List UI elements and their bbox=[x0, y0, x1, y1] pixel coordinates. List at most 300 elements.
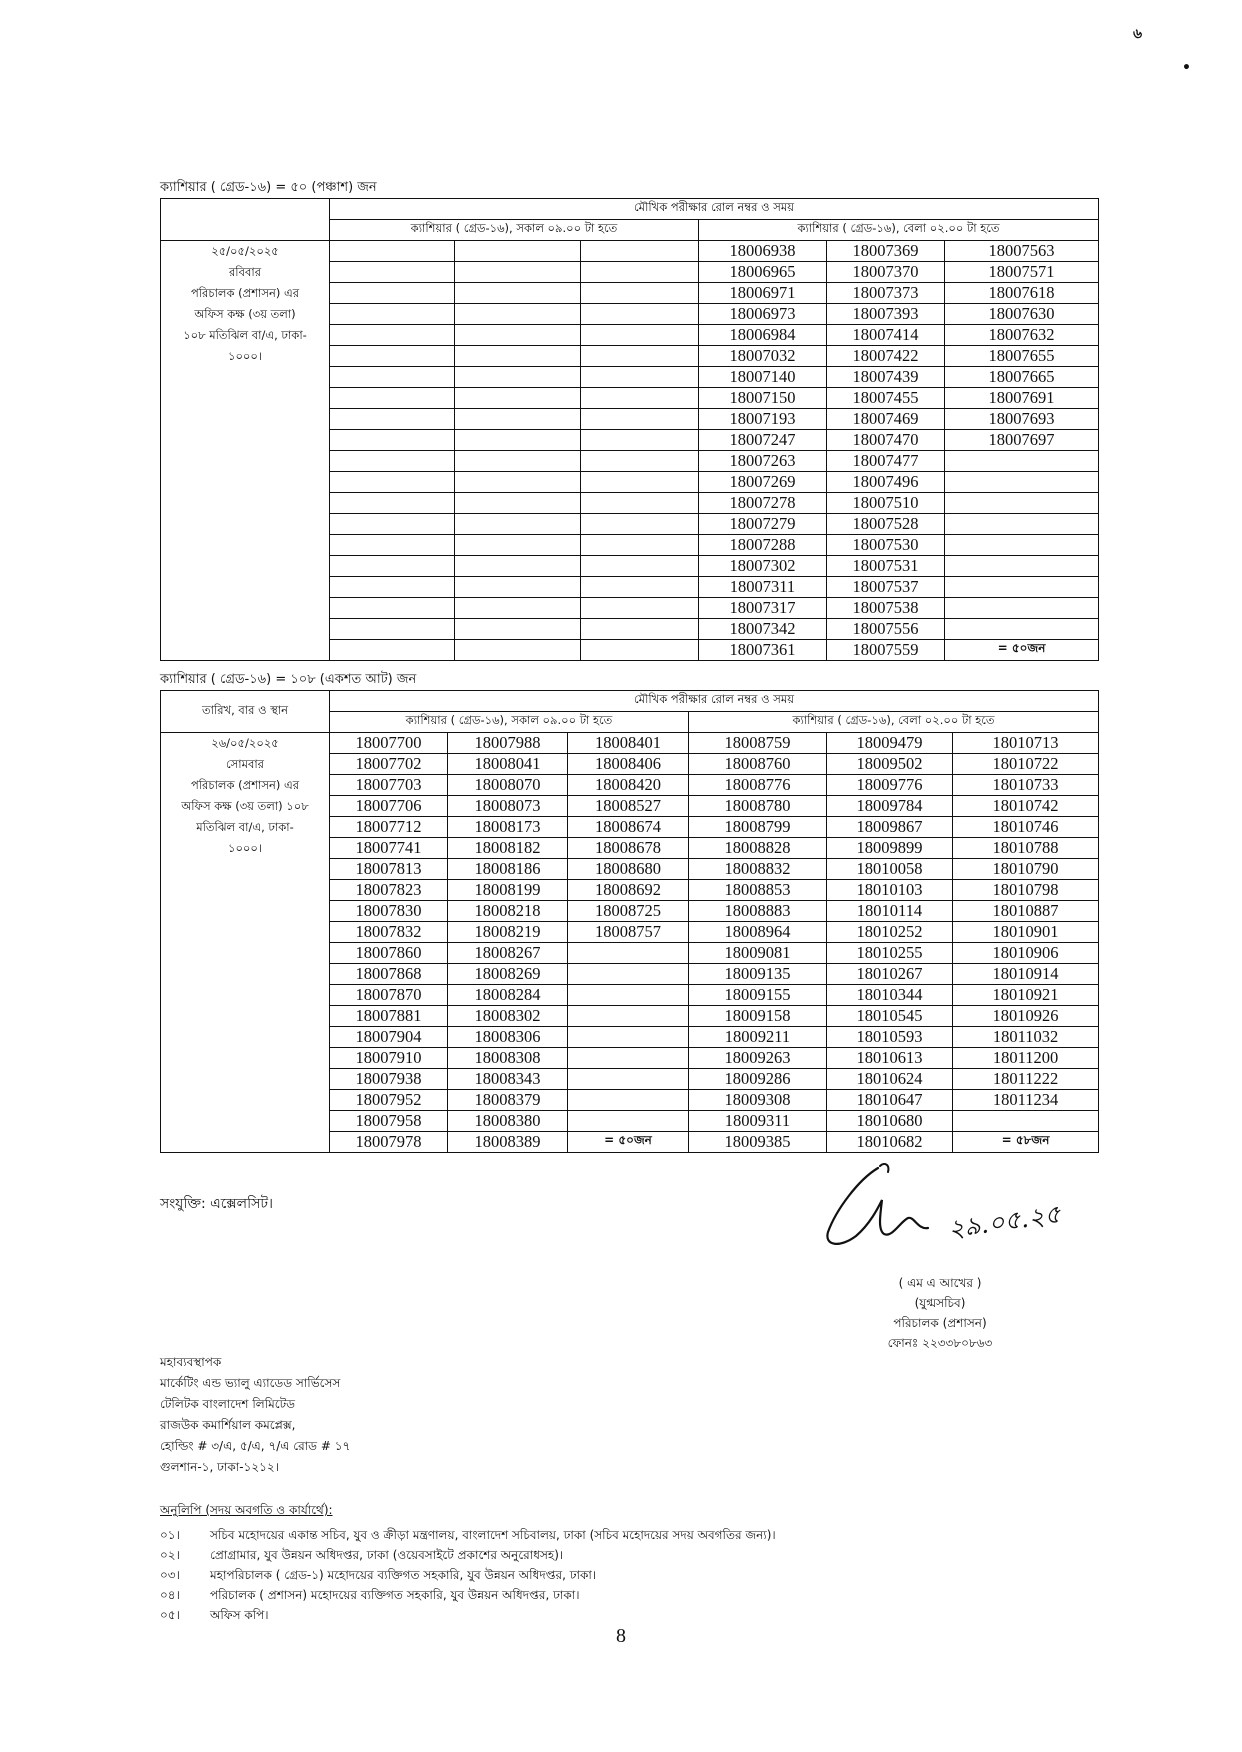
place-line: মতিঝিল বা/এ, ঢাকা- bbox=[196, 819, 294, 834]
place-line: ১০৮ মতিঝিল বা/এ, ঢাকা- bbox=[183, 327, 307, 342]
roll-number-cell bbox=[330, 303, 455, 324]
roll-number-cell: 18011032 bbox=[953, 1026, 1099, 1047]
roll-number-cell bbox=[581, 282, 699, 303]
roll-number-cell bbox=[581, 639, 699, 660]
list-item-number: ০১। bbox=[160, 1528, 180, 1542]
roll-number-cell: 18008964 bbox=[689, 921, 827, 942]
roll-number-cell: 18007469 bbox=[827, 408, 945, 429]
place-cell bbox=[161, 240, 330, 660]
count-cell: = ৫০জন bbox=[568, 1131, 689, 1152]
roll-number-cell: 18006973 bbox=[699, 303, 827, 324]
roll-number-cell bbox=[330, 240, 455, 261]
copy-to-list bbox=[160, 1502, 776, 1625]
roll-number-cell bbox=[455, 534, 581, 555]
roll-number-cell: 18007559 bbox=[827, 639, 945, 660]
roll-number-cell bbox=[953, 1110, 1099, 1131]
place-line: ২৫/০৫/২০২৫ bbox=[211, 243, 279, 258]
roll-number-cell: 18007150 bbox=[699, 387, 827, 408]
roll-number-cell: 18010624 bbox=[827, 1068, 953, 1089]
roll-number-cell: 18007691 bbox=[945, 387, 1099, 408]
roll-number-cell: 18008401 bbox=[568, 732, 689, 753]
roll-number-cell: 18007193 bbox=[699, 408, 827, 429]
roll-number-cell bbox=[568, 1068, 689, 1089]
roll-number-cell: 18009776 bbox=[827, 774, 953, 795]
place-line: ২৬/০৫/২০২৫ bbox=[211, 735, 279, 750]
roll-number-cell bbox=[330, 555, 455, 576]
roll-number-cell: 18007510 bbox=[827, 492, 945, 513]
roll-number-cell bbox=[455, 576, 581, 597]
table-header-row bbox=[161, 199, 1099, 220]
roll-number-cell: 18010682 bbox=[827, 1131, 953, 1152]
recipient-line: মহাব্যবস্থাপক bbox=[160, 1355, 222, 1369]
roll-number-cell: 18009784 bbox=[827, 795, 953, 816]
roll-number-cell: 18006965 bbox=[699, 261, 827, 282]
recipient-line: রাজউক কমার্শিয়াল কমপ্লেক্স, bbox=[160, 1418, 296, 1432]
roll-number-cell bbox=[455, 618, 581, 639]
roll-number-cell: 18007393 bbox=[827, 303, 945, 324]
recipient-address bbox=[160, 1352, 350, 1478]
roll-number-cell bbox=[568, 963, 689, 984]
signer-name: ( এম এ আখের ) bbox=[898, 1276, 982, 1290]
list-item-number: ০৪। bbox=[160, 1588, 180, 1602]
roll-number-cell bbox=[581, 240, 699, 261]
place-cell bbox=[161, 732, 330, 1152]
roll-number-cell: 18010713 bbox=[953, 732, 1099, 753]
place-line: পরিচালক (প্রশাসন) এর bbox=[190, 777, 300, 792]
roll-number-cell: 18009311 bbox=[689, 1110, 827, 1131]
roll-number-cell: 18008218 bbox=[448, 900, 568, 921]
roll-number-cell bbox=[455, 429, 581, 450]
roll-number-cell: 18007910 bbox=[330, 1047, 448, 1068]
list-item-number: ০৫। bbox=[160, 1608, 180, 1622]
roll-number-cell: 18007563 bbox=[945, 240, 1099, 261]
roll-number-cell: 18008832 bbox=[689, 858, 827, 879]
roll-number-cell: 18010058 bbox=[827, 858, 953, 879]
roll-number-cell: 18007342 bbox=[699, 618, 827, 639]
roll-number-cell bbox=[455, 513, 581, 534]
roll-number-cell: 18008070 bbox=[448, 774, 568, 795]
roll-number-cell: 18007702 bbox=[330, 753, 448, 774]
roll-number-cell: 18007571 bbox=[945, 261, 1099, 282]
roll-number-cell bbox=[568, 984, 689, 1005]
roll-number-cell bbox=[945, 513, 1099, 534]
table-header-row bbox=[161, 691, 1099, 712]
roll-number-cell: 18007263 bbox=[699, 450, 827, 471]
roll-number-cell: 18007537 bbox=[827, 576, 945, 597]
roll-number-cell bbox=[581, 513, 699, 534]
roll-number-cell: 18007279 bbox=[699, 513, 827, 534]
roll-number-cell bbox=[568, 942, 689, 963]
roll-number-cell: 18007813 bbox=[330, 858, 448, 879]
place-line: পরিচালক (প্রশাসন) এর bbox=[190, 285, 300, 300]
header-place: তারিখ, বার ও স্থান bbox=[161, 691, 330, 733]
roll-number-cell bbox=[330, 408, 455, 429]
roll-number-cell: 18008420 bbox=[568, 774, 689, 795]
roll-number-cell: 18007422 bbox=[827, 345, 945, 366]
roll-number-cell: 18007278 bbox=[699, 492, 827, 513]
roll-number-cell: 18010788 bbox=[953, 837, 1099, 858]
count-cell: = ৫০জন bbox=[945, 639, 1099, 660]
roll-number-cell: 18008799 bbox=[689, 816, 827, 837]
roll-number-cell: 18010733 bbox=[953, 774, 1099, 795]
section1-table bbox=[160, 198, 1099, 661]
signer-title: পরিচালক (প্রশাসন) bbox=[893, 1316, 987, 1330]
roll-number-cell: 18007496 bbox=[827, 471, 945, 492]
place-line: অফিস কক্ষ (৩য় তলা) bbox=[194, 306, 296, 321]
header-main: মৌখিক পরীক্ষার রোল নম্বর ও সময় bbox=[330, 691, 1099, 712]
roll-number-cell bbox=[945, 618, 1099, 639]
roll-number-cell: 18011222 bbox=[953, 1068, 1099, 1089]
roll-number-cell bbox=[330, 471, 455, 492]
roll-number-cell: 18008267 bbox=[448, 942, 568, 963]
recipient-line: হোল্ডিং # ৩/এ, ৫/এ, ৭/এ রোড # ১৭ bbox=[160, 1439, 351, 1453]
signer-phone: ফোনঃ ২২৩৩৮০৮৬৩ bbox=[887, 1336, 993, 1350]
roll-number-cell bbox=[330, 366, 455, 387]
roll-number-cell: 18009479 bbox=[827, 732, 953, 753]
roll-number-cell: 18008343 bbox=[448, 1068, 568, 1089]
roll-number-cell: 18008284 bbox=[448, 984, 568, 1005]
roll-number-cell: 18010926 bbox=[953, 1005, 1099, 1026]
roll-number-cell: 18007706 bbox=[330, 795, 448, 816]
roll-number-cell: 18011200 bbox=[953, 1047, 1099, 1068]
roll-number-cell: 18008853 bbox=[689, 879, 827, 900]
list-item-text: প্রোগ্রামার, যুব উন্নয়ন অধিদপ্তর, ঢাকা (ওয়েবসাইটে প্রকাশের অনুরোধসহ)। bbox=[210, 1548, 564, 1562]
section2-table bbox=[160, 690, 1099, 1153]
roll-number-cell bbox=[330, 618, 455, 639]
table-row bbox=[161, 732, 1099, 753]
roll-number-cell: 18010613 bbox=[827, 1047, 953, 1068]
roll-number-cell bbox=[330, 639, 455, 660]
list-item bbox=[160, 1525, 776, 1545]
roll-number-cell: 18007632 bbox=[945, 324, 1099, 345]
roll-number-cell: 18008041 bbox=[448, 753, 568, 774]
roll-number-cell bbox=[581, 555, 699, 576]
list-item-number: ০৩। bbox=[160, 1568, 180, 1582]
roll-number-cell: 18008678 bbox=[568, 837, 689, 858]
roll-number-cell bbox=[330, 282, 455, 303]
list-item bbox=[160, 1545, 776, 1565]
recipient-line: টেলিটক বাংলাদেশ লিমিটেড bbox=[160, 1397, 295, 1411]
roll-number-cell: 18008780 bbox=[689, 795, 827, 816]
roll-number-cell: 18007741 bbox=[330, 837, 448, 858]
roll-number-cell bbox=[455, 282, 581, 303]
roll-number-cell bbox=[581, 597, 699, 618]
roll-number-cell: 18006984 bbox=[699, 324, 827, 345]
roll-number-cell: 18008380 bbox=[448, 1110, 568, 1131]
list-item bbox=[160, 1605, 776, 1625]
roll-number-cell: 18007712 bbox=[330, 816, 448, 837]
roll-number-cell: 18010722 bbox=[953, 753, 1099, 774]
roll-number-cell: 18008757 bbox=[568, 921, 689, 942]
roll-number-cell: 18009385 bbox=[689, 1131, 827, 1152]
roll-number-cell bbox=[455, 597, 581, 618]
place-line: ১০০০। bbox=[227, 840, 262, 855]
roll-number-cell bbox=[330, 492, 455, 513]
roll-number-cell: 18008199 bbox=[448, 879, 568, 900]
roll-number-cell: 18010103 bbox=[827, 879, 953, 900]
roll-number-cell: 18007618 bbox=[945, 282, 1099, 303]
roll-number-cell: 18010680 bbox=[827, 1110, 953, 1131]
list-item-text: পরিচালক ( প্রশাসন) মহোদয়ের ব্যক্তিগত সহকারি, যুব উন্নয়ন অধিদপ্তর, ঢাকা। bbox=[210, 1588, 580, 1602]
roll-number-cell: 18007860 bbox=[330, 942, 448, 963]
roll-number-cell: 18008186 bbox=[448, 858, 568, 879]
roll-number-cell: 18007538 bbox=[827, 597, 945, 618]
roll-number-cell bbox=[581, 324, 699, 345]
roll-number-cell: 18007311 bbox=[699, 576, 827, 597]
roll-number-cell: 18010742 bbox=[953, 795, 1099, 816]
list-item-text: মহাপরিচালক ( গ্রেড-১) মহোদয়ের ব্যক্তিগত সহকারি, যুব উন্নয়ন অধিদপ্তর, ঢাকা। bbox=[210, 1568, 597, 1582]
roll-number-cell bbox=[455, 345, 581, 366]
table-row bbox=[161, 240, 1099, 261]
roll-number-cell: 18007952 bbox=[330, 1089, 448, 1110]
roll-number-cell: 18008173 bbox=[448, 816, 568, 837]
roll-number-cell bbox=[568, 1089, 689, 1110]
roll-number-cell: 18007140 bbox=[699, 366, 827, 387]
roll-number-cell bbox=[455, 387, 581, 408]
roll-number-cell bbox=[455, 261, 581, 282]
roll-number-cell: 18007978 bbox=[330, 1131, 448, 1152]
count-cell: = ৫৮জন bbox=[953, 1131, 1099, 1152]
roll-number-cell: 18007832 bbox=[330, 921, 448, 942]
recipient-line: গুলশান-১, ঢাকা-১২১২। bbox=[160, 1460, 280, 1474]
roll-number-cell: 18010114 bbox=[827, 900, 953, 921]
attachment-note: সংযুক্তি: এক্সেলসিট। bbox=[160, 1196, 273, 1212]
list-item-number: ০২। bbox=[160, 1548, 180, 1562]
header-morning: ক্যাশিয়ার ( গ্রেড-১৬), সকাল ০৯.০০ টা হতে bbox=[330, 219, 699, 240]
copy-to-title: অনুলিপি (সদয় অবগতি ও কার্যার্থে): bbox=[160, 1503, 333, 1517]
roll-number-cell bbox=[330, 345, 455, 366]
roll-number-cell bbox=[581, 618, 699, 639]
roll-number-cell bbox=[581, 471, 699, 492]
roll-number-cell bbox=[568, 1005, 689, 1026]
roll-number-cell: 18007302 bbox=[699, 555, 827, 576]
roll-number-cell: 18010593 bbox=[827, 1026, 953, 1047]
roll-number-cell: 18007958 bbox=[330, 1110, 448, 1131]
roll-number-cell: 18007868 bbox=[330, 963, 448, 984]
roll-number-cell bbox=[945, 597, 1099, 618]
roll-number-cell: 18008379 bbox=[448, 1089, 568, 1110]
roll-number-cell: 18010906 bbox=[953, 942, 1099, 963]
roll-number-cell: 18008269 bbox=[448, 963, 568, 984]
signature-scrawl bbox=[818, 1160, 958, 1255]
roll-number-cell: 18007373 bbox=[827, 282, 945, 303]
roll-number-cell: 18007288 bbox=[699, 534, 827, 555]
roll-number-cell: 18007693 bbox=[945, 408, 1099, 429]
roll-number-cell: 18009135 bbox=[689, 963, 827, 984]
roll-number-cell bbox=[455, 639, 581, 660]
roll-number-cell: 18009867 bbox=[827, 816, 953, 837]
place-line: অফিস কক্ষ (৩য় তলা) ১০৮ bbox=[181, 798, 309, 813]
roll-number-cell: 18008828 bbox=[689, 837, 827, 858]
roll-number-cell: 18008389 bbox=[448, 1131, 568, 1152]
roll-number-cell bbox=[330, 450, 455, 471]
place-line: ১০০০। bbox=[227, 348, 262, 363]
roll-number-cell bbox=[330, 576, 455, 597]
roll-number-cell: 18008073 bbox=[448, 795, 568, 816]
roll-number-cell bbox=[330, 387, 455, 408]
header-afternoon: ক্যাশিয়ার ( গ্রেড-১৬), বেলা ০২.০০ টা হতে bbox=[699, 219, 1099, 240]
roll-number-cell bbox=[945, 492, 1099, 513]
roll-number-cell: 18007870 bbox=[330, 984, 448, 1005]
roll-number-cell: 18008182 bbox=[448, 837, 568, 858]
roll-number-cell bbox=[330, 513, 455, 534]
header-place bbox=[161, 199, 330, 241]
roll-number-cell: 18007528 bbox=[827, 513, 945, 534]
roll-number-cell bbox=[330, 597, 455, 618]
signer-rank: (যুগ্মসচিব) bbox=[914, 1296, 966, 1310]
roll-number-cell bbox=[581, 534, 699, 555]
roll-number-cell: 18008760 bbox=[689, 753, 827, 774]
header-afternoon: ক্যাশিয়ার ( গ্রেড-১৬), বেলা ০২.০০ টা হতে bbox=[689, 711, 1099, 732]
roll-number-cell bbox=[455, 408, 581, 429]
roll-number-cell: 18007531 bbox=[827, 555, 945, 576]
section2-caption: ক্যাশিয়ার ( গ্রেড-১৬) = ১০৮ (একশত আট) জন bbox=[160, 672, 417, 687]
corner-dot: • bbox=[1182, 60, 1191, 76]
roll-number-cell: 18007530 bbox=[827, 534, 945, 555]
roll-number-cell: 18010647 bbox=[827, 1089, 953, 1110]
list-item-text: সচিব মহোদয়ের একান্ত সচিব, যুব ও ক্রীড়া মন্ত্রণালয়, বাংলাদেশ সচিবালয়, ঢাকা (সচিব মহোদয়ের সদয় অবগতির জন্য)। bbox=[210, 1528, 776, 1542]
roll-number-cell bbox=[581, 492, 699, 513]
roll-number-cell bbox=[330, 261, 455, 282]
list-item bbox=[160, 1565, 776, 1585]
roll-number-cell: 18010252 bbox=[827, 921, 953, 942]
roll-number-cell: 18008406 bbox=[568, 753, 689, 774]
roll-number-cell: 18009263 bbox=[689, 1047, 827, 1068]
roll-number-cell: 18009155 bbox=[689, 984, 827, 1005]
roll-number-cell bbox=[455, 240, 581, 261]
roll-number-cell: 18010887 bbox=[953, 900, 1099, 921]
roll-number-cell: 18008883 bbox=[689, 900, 827, 921]
roll-number-cell bbox=[945, 450, 1099, 471]
roll-number-cell: 18007938 bbox=[330, 1068, 448, 1089]
roll-number-cell bbox=[455, 450, 581, 471]
roll-number-cell: 18007665 bbox=[945, 366, 1099, 387]
roll-number-cell: 18007414 bbox=[827, 324, 945, 345]
roll-number-cell: 18006938 bbox=[699, 240, 827, 261]
recipient-line: মার্কেটিং এন্ড ভ্যালু এ্যাডেড সার্ভিসেস bbox=[160, 1376, 341, 1390]
roll-number-cell: 18010798 bbox=[953, 879, 1099, 900]
roll-number-cell: 18007439 bbox=[827, 366, 945, 387]
section1-caption: ক্যাশিয়ার ( গ্রেড-১৬) = ৫০ (পঞ্চাশ) জন bbox=[160, 180, 377, 195]
roll-number-cell: 18009308 bbox=[689, 1089, 827, 1110]
roll-number-cell bbox=[581, 408, 699, 429]
roll-number-cell: 18007556 bbox=[827, 618, 945, 639]
roll-number-cell bbox=[568, 1110, 689, 1131]
roll-number-cell: 18008306 bbox=[448, 1026, 568, 1047]
roll-number-cell bbox=[330, 534, 455, 555]
list-item bbox=[160, 1585, 776, 1605]
roll-number-cell: 18007455 bbox=[827, 387, 945, 408]
header-main: মৌখিক পরীক্ষার রোল নম্বর ও সময় bbox=[330, 199, 1099, 220]
roll-number-cell: 18010344 bbox=[827, 984, 953, 1005]
roll-number-cell bbox=[568, 1047, 689, 1068]
roll-number-cell bbox=[945, 576, 1099, 597]
roll-number-cell: 18007904 bbox=[330, 1026, 448, 1047]
roll-number-cell: 18009899 bbox=[827, 837, 953, 858]
roll-number-cell bbox=[581, 387, 699, 408]
roll-number-cell: 18007032 bbox=[699, 345, 827, 366]
roll-number-cell: 18007830 bbox=[330, 900, 448, 921]
roll-number-cell bbox=[581, 429, 699, 450]
roll-number-cell bbox=[455, 555, 581, 576]
signature-date: ২৯.০৫.২৫ bbox=[946, 1199, 1063, 1244]
roll-number-cell: 18009286 bbox=[689, 1068, 827, 1089]
roll-number-cell: 18007823 bbox=[330, 879, 448, 900]
roll-number-cell: 18009502 bbox=[827, 753, 953, 774]
roll-number-cell: 18011234 bbox=[953, 1089, 1099, 1110]
roll-number-cell: 18009158 bbox=[689, 1005, 827, 1026]
roll-number-cell: 18010921 bbox=[953, 984, 1099, 1005]
roll-number-cell: 18008759 bbox=[689, 732, 827, 753]
roll-number-cell: 18007881 bbox=[330, 1005, 448, 1026]
roll-number-cell: 18008219 bbox=[448, 921, 568, 942]
roll-number-cell: 18010545 bbox=[827, 1005, 953, 1026]
signer-block bbox=[820, 1273, 1060, 1353]
roll-number-cell: 18007697 bbox=[945, 429, 1099, 450]
roll-number-cell bbox=[455, 324, 581, 345]
roll-number-cell bbox=[581, 345, 699, 366]
roll-number-cell: 18010746 bbox=[953, 816, 1099, 837]
roll-number-cell: 18007470 bbox=[827, 429, 945, 450]
roll-number-cell: 18010901 bbox=[953, 921, 1099, 942]
roll-number-cell bbox=[330, 429, 455, 450]
roll-number-cell: 18007369 bbox=[827, 240, 945, 261]
roll-number-cell: 18007361 bbox=[699, 639, 827, 660]
roll-number-cell: 18008692 bbox=[568, 879, 689, 900]
roll-number-cell: 18008680 bbox=[568, 858, 689, 879]
roll-number-cell: 18008527 bbox=[568, 795, 689, 816]
roll-number-cell: 18007988 bbox=[448, 732, 568, 753]
roll-number-cell: 18008776 bbox=[689, 774, 827, 795]
roll-number-cell: 18007703 bbox=[330, 774, 448, 795]
place-line: রবিবার bbox=[228, 264, 262, 279]
roll-number-cell bbox=[581, 303, 699, 324]
roll-number-cell bbox=[568, 1026, 689, 1047]
roll-number-cell: 18007477 bbox=[827, 450, 945, 471]
roll-number-cell bbox=[455, 471, 581, 492]
roll-number-cell bbox=[581, 366, 699, 387]
roll-number-cell: 18007317 bbox=[699, 597, 827, 618]
roll-number-cell: 18010255 bbox=[827, 942, 953, 963]
list-item-text: অফিস কপি। bbox=[210, 1608, 269, 1622]
roll-number-cell: 18007655 bbox=[945, 345, 1099, 366]
roll-number-cell: 18009081 bbox=[689, 942, 827, 963]
roll-number-cell: 18008674 bbox=[568, 816, 689, 837]
roll-number-cell bbox=[581, 576, 699, 597]
roll-number-cell bbox=[330, 324, 455, 345]
roll-number-cell: 18007630 bbox=[945, 303, 1099, 324]
page-number: 8 bbox=[616, 1625, 626, 1647]
roll-number-cell: 18007247 bbox=[699, 429, 827, 450]
roll-number-cell: 18007269 bbox=[699, 471, 827, 492]
roll-number-cell bbox=[455, 303, 581, 324]
roll-number-cell bbox=[455, 366, 581, 387]
roll-number-cell: 18006971 bbox=[699, 282, 827, 303]
roll-number-cell: 18008725 bbox=[568, 900, 689, 921]
roll-number-cell: 18009211 bbox=[689, 1026, 827, 1047]
roll-number-cell bbox=[581, 261, 699, 282]
roll-number-cell: 18007370 bbox=[827, 261, 945, 282]
roll-number-cell: 18007700 bbox=[330, 732, 448, 753]
roll-number-cell: 18008302 bbox=[448, 1005, 568, 1026]
roll-number-cell: 18010914 bbox=[953, 963, 1099, 984]
roll-number-cell bbox=[945, 471, 1099, 492]
roll-number-cell bbox=[455, 492, 581, 513]
roll-number-cell bbox=[945, 555, 1099, 576]
roll-number-cell bbox=[945, 534, 1099, 555]
roll-number-cell: 18010267 bbox=[827, 963, 953, 984]
corner-mark: ৬ bbox=[1133, 26, 1143, 42]
